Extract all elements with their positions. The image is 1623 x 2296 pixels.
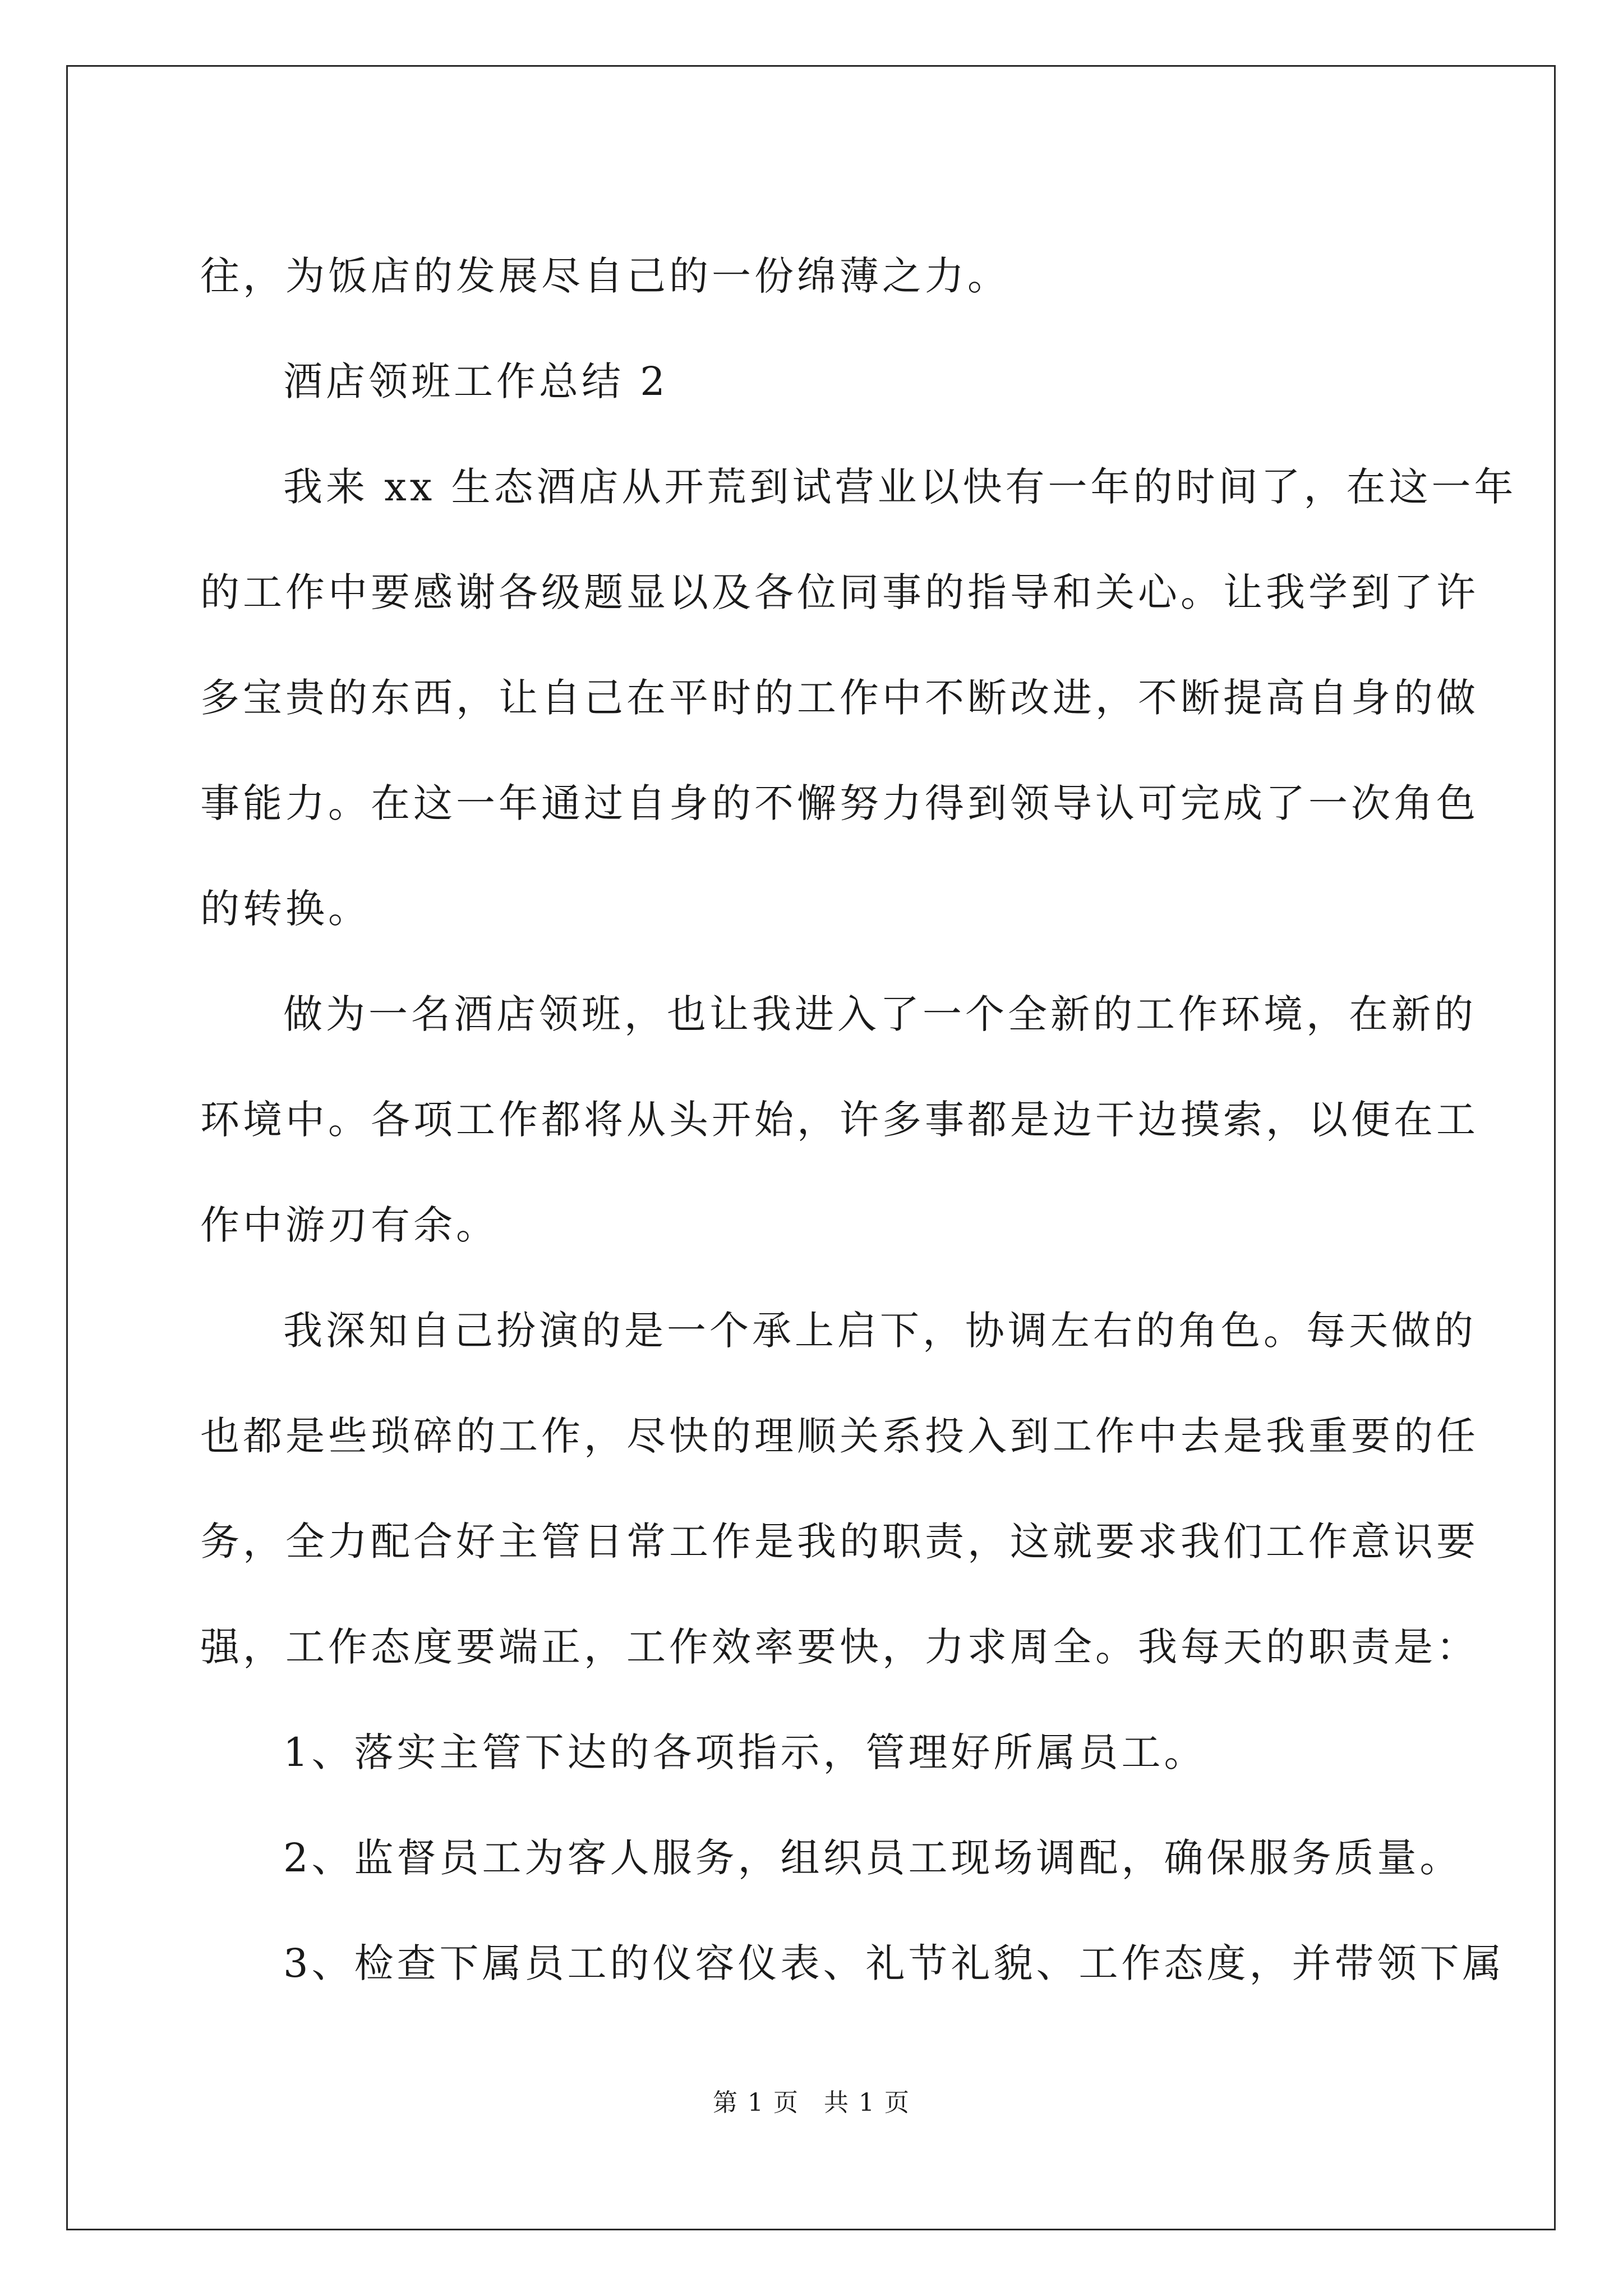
text-line: 我来 xx 生态酒店从开荒到试营业以快有一年的时间了，在这一年	[283, 464, 1517, 510]
text-line: 我深知自己扮演的是一个承上启下，协调左右的角色。每天做的	[283, 1308, 1477, 1354]
page-number: 第 1 页	[713, 2088, 799, 2117]
text-line: 强，工作态度要端正，工作效率要快，力求周全。我每天的职责是：	[200, 1624, 1479, 1670]
text-line: 事能力。在这一年通过自身的不懈努力得到领导认可完成了一次角色	[200, 780, 1479, 826]
text-line: 环境中。各项工作都将从头开始，许多事都是边干边摸索，以便在工	[200, 1097, 1479, 1143]
document-body	[200, 223, 1517, 2016]
text-line: 往，为饭店的发展尽自己的一份绵薄之力。	[200, 253, 1010, 299]
text-line: 也都是些琐碎的工作，尽快的理顺关系投入到工作中去是我重要的任	[200, 1413, 1479, 1459]
text-line: 作中游刃有余。	[200, 1202, 499, 1248]
text-line: 2、监督员工为客人服务，组织员工现场调配，确保服务质量。	[283, 1835, 1463, 1881]
text-line: 的工作中要感谢各级题显以及各位同事的指导和关心。让我学到了许	[200, 569, 1479, 615]
text-line: 1、落实主管下达的各项指示，管理好所属员工。	[283, 1729, 1207, 1775]
page-total: 共 1 页	[824, 2088, 910, 2117]
text-line: 3、检查下属员工的仪容仪表、礼节礼貌、工作态度，并带领下属	[283, 1940, 1505, 1986]
text-line: 做为一名酒店领班，也让我进入了一个全新的工作环境，在新的	[283, 991, 1477, 1037]
text-line: 多宝贵的东西，让自己在平时的工作中不断改进，不断提高自身的做	[200, 675, 1479, 721]
page-footer	[0, 2082, 1623, 2118]
text-line: 酒店领班工作总结 2	[283, 358, 668, 404]
text-line: 的转换。	[200, 886, 371, 932]
text-line: 务，全力配合好主管日常工作是我的职责，这就要求我们工作意识要	[200, 1519, 1479, 1565]
